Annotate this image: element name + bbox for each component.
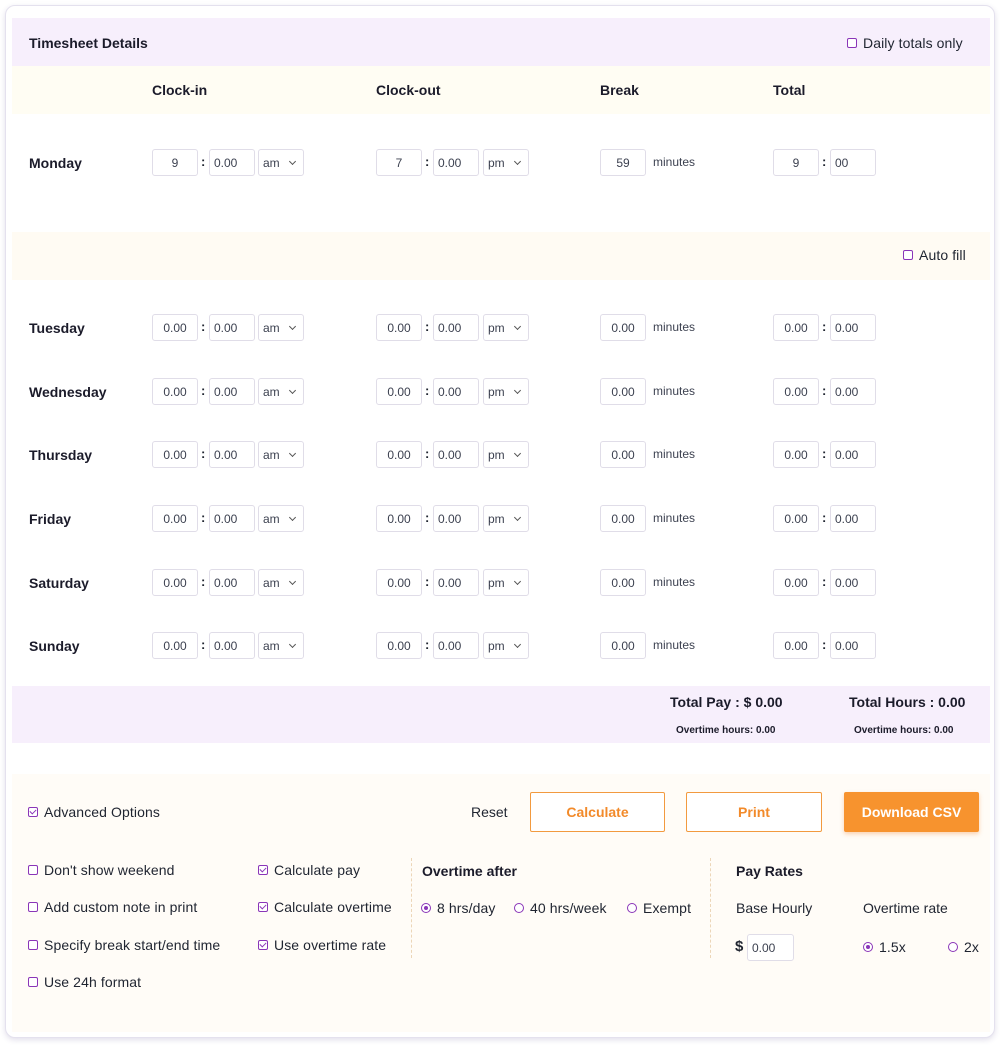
- page-title: Timesheet Details: [29, 35, 148, 51]
- ampm-value: am: [263, 511, 280, 526]
- auto-fill-checkbox[interactable]: [903, 250, 913, 260]
- option-label: Specify break start/end time: [44, 937, 221, 953]
- clock-in-minute-input[interactable]: 0.00: [209, 314, 255, 341]
- overtime-rate-label: Overtime rate: [863, 900, 948, 916]
- time-separator: :: [822, 510, 827, 525]
- overtime-after-option[interactable]: [627, 900, 691, 916]
- ampm-value: pm: [488, 638, 505, 653]
- clock-in-hour-input[interactable]: 0.00: [152, 632, 198, 659]
- chevron-down-icon: [514, 450, 521, 457]
- time-separator: :: [201, 637, 206, 652]
- currency-symbol: $: [735, 938, 744, 955]
- total-minute-field: 0.00: [830, 314, 876, 341]
- radio-button[interactable]: [627, 903, 637, 913]
- clock-out-hour-input[interactable]: 0.00: [376, 569, 422, 596]
- overtime-hours-total-side: Overtime hours: 0.00: [854, 725, 954, 736]
- time-separator: :: [425, 319, 430, 334]
- clock-out-hour-input[interactable]: 0.00: [376, 632, 422, 659]
- totals-band: [12, 686, 990, 743]
- option-checkbox[interactable]: [28, 865, 38, 875]
- overtime-hours-pay-side: Overtime hours: 0.00: [676, 725, 776, 736]
- break-minutes-input[interactable]: 0.00: [600, 378, 646, 405]
- chevron-down-icon: [289, 641, 296, 648]
- time-separator: :: [201, 319, 206, 334]
- clock-out-hour-input[interactable]: 0.00: [376, 378, 422, 405]
- chevron-down-icon: [514, 641, 521, 648]
- day-label: Sunday: [29, 638, 80, 654]
- total-hour-field: 0.00: [773, 314, 819, 341]
- option-label: Use 24h format: [44, 974, 142, 990]
- option-checkbox[interactable]: [28, 902, 38, 912]
- clock-in-minute-input[interactable]: 0.00: [209, 149, 255, 176]
- break-minutes-input[interactable]: 0.00: [600, 505, 646, 532]
- ampm-value: am: [263, 155, 280, 170]
- day-label: Monday: [29, 155, 82, 171]
- time-separator: :: [201, 154, 206, 169]
- clock-in-ampm-select[interactable]: [258, 314, 304, 341]
- chevron-down-icon: [514, 514, 521, 521]
- day-label: Wednesday: [29, 384, 107, 400]
- total-minute-field: 0.00: [830, 505, 876, 532]
- base-hourly-input[interactable]: 0.00: [747, 934, 794, 961]
- total-minute-field: 0.00: [830, 632, 876, 659]
- chevron-down-icon: [514, 387, 521, 394]
- break-unit-label: minutes: [653, 447, 696, 461]
- overtime-after-title: Overtime after: [422, 863, 517, 879]
- timesheet-card: [5, 5, 995, 1038]
- clock-out-minute-input[interactable]: 0.00: [433, 149, 479, 176]
- radio-label: Exempt: [643, 900, 692, 916]
- time-separator: :: [822, 383, 827, 398]
- break-minutes-input[interactable]: 0.00: [600, 441, 646, 468]
- auto-fill-toggle[interactable]: [903, 247, 966, 263]
- download-csv-button[interactable]: Download CSV: [844, 792, 979, 832]
- clock-out-ampm-select[interactable]: [483, 378, 529, 405]
- daily-totals-toggle[interactable]: [847, 35, 963, 51]
- ampm-value: pm: [488, 447, 505, 462]
- clock-in-minute-input[interactable]: 0.00: [209, 378, 255, 405]
- radio-label: 8 hrs/day: [437, 900, 496, 916]
- total-hour-field: 9: [773, 149, 819, 176]
- day-label: Friday: [29, 511, 72, 527]
- clock-out-minute-input[interactable]: 0.00: [433, 378, 479, 405]
- total-minute-field: 0.00: [830, 569, 876, 596]
- advanced-options-checkbox[interactable]: [28, 807, 38, 817]
- advanced-options-toggle[interactable]: [28, 804, 160, 820]
- time-separator: :: [201, 446, 206, 461]
- option-label: Use overtime rate: [274, 937, 387, 953]
- option-checkbox[interactable]: [258, 865, 268, 875]
- clock-out-minute-input[interactable]: 0.00: [433, 569, 479, 596]
- time-separator: :: [201, 383, 206, 398]
- radio-label: 1.5x: [879, 939, 906, 955]
- calculate-button[interactable]: Calculate: [530, 792, 665, 832]
- total-hour-field: 0.00: [773, 378, 819, 405]
- divider-overtime: [411, 858, 412, 958]
- clock-in-minute-input[interactable]: 0.00: [209, 505, 255, 532]
- time-separator: :: [425, 446, 430, 461]
- clock-out-hour-input[interactable]: 7: [376, 149, 422, 176]
- ampm-value: am: [263, 575, 280, 590]
- clock-out-ampm-select[interactable]: [483, 441, 529, 468]
- clock-out-minute-input[interactable]: 0.00: [433, 505, 479, 532]
- ampm-value: pm: [488, 384, 505, 399]
- time-separator: :: [425, 510, 430, 525]
- total-hour-field: 0.00: [773, 441, 819, 468]
- chevron-down-icon: [514, 158, 521, 165]
- radio-button[interactable]: [948, 942, 958, 952]
- clock-out-ampm-select[interactable]: [483, 505, 529, 532]
- option-left-item[interactable]: [28, 899, 197, 915]
- option-left-item[interactable]: [28, 974, 141, 990]
- time-separator: :: [425, 574, 430, 589]
- break-unit-label: minutes: [653, 155, 696, 169]
- radio-button[interactable]: [863, 942, 873, 952]
- chevron-down-icon: [514, 578, 521, 585]
- option-checkbox[interactable]: [258, 902, 268, 912]
- total-hour-field: 0.00: [773, 505, 819, 532]
- clock-in-ampm-select[interactable]: [258, 149, 304, 176]
- total-hour-field: 0.00: [773, 632, 819, 659]
- chevron-down-icon: [289, 158, 296, 165]
- time-separator: :: [425, 154, 430, 169]
- break-unit-label: minutes: [653, 638, 696, 652]
- option-middle-item[interactable]: [258, 899, 392, 915]
- ampm-value: am: [263, 447, 280, 462]
- total-minute-field: 00: [830, 149, 876, 176]
- option-label: Calculate pay: [274, 862, 361, 878]
- day-label: Thursday: [29, 447, 93, 463]
- clock-out-minute-input[interactable]: 0.00: [433, 632, 479, 659]
- option-checkbox[interactable]: [28, 977, 38, 987]
- clock-in-hour-input[interactable]: 0.00: [152, 505, 198, 532]
- overtime-after-option[interactable]: [514, 900, 607, 916]
- clock-out-minute-input[interactable]: 0.00: [433, 314, 479, 341]
- column-total: Total: [773, 82, 806, 98]
- break-unit-label: minutes: [653, 320, 696, 334]
- clock-out-ampm-select[interactable]: [483, 569, 529, 596]
- reset-button[interactable]: Reset: [471, 804, 508, 820]
- clock-in-minute-input[interactable]: 0.00: [209, 632, 255, 659]
- time-separator: :: [201, 510, 206, 525]
- ampm-value: pm: [488, 320, 505, 335]
- total-hour-field: 0.00: [773, 569, 819, 596]
- time-separator: :: [425, 383, 430, 398]
- break-minutes-input[interactable]: 59: [600, 149, 646, 176]
- clock-in-hour-input[interactable]: 0.00: [152, 569, 198, 596]
- chevron-down-icon: [289, 323, 296, 330]
- advanced-options-label: Advanced Options: [44, 804, 161, 820]
- ampm-value: am: [263, 384, 280, 399]
- time-separator: :: [822, 319, 827, 334]
- overtime-after-option[interactable]: [421, 900, 496, 916]
- option-checkbox[interactable]: [28, 940, 38, 950]
- chevron-down-icon: [289, 514, 296, 521]
- chevron-down-icon: [289, 578, 296, 585]
- radio-button[interactable]: [514, 903, 524, 913]
- total-hours: Total Hours : 0.00: [849, 694, 966, 710]
- break-minutes-input[interactable]: 0.00: [600, 569, 646, 596]
- clock-in-minute-input[interactable]: 0.00: [209, 569, 255, 596]
- radio-label: 2x: [964, 939, 979, 955]
- clock-in-ampm-select[interactable]: [258, 441, 304, 468]
- clock-out-ampm-select[interactable]: [483, 632, 529, 659]
- time-separator: :: [822, 154, 827, 169]
- auto-fill-label: Auto fill: [919, 247, 966, 263]
- clock-out-ampm-select[interactable]: [483, 314, 529, 341]
- timesheet-header: [12, 18, 990, 66]
- overtime-rate-option[interactable]: [948, 939, 979, 955]
- auto-fill-band: [12, 232, 990, 280]
- day-label: Tuesday: [29, 320, 85, 336]
- clock-out-hour-input[interactable]: 0.00: [376, 441, 422, 468]
- option-left-item[interactable]: [28, 862, 175, 878]
- radio-label: 40 hrs/week: [530, 900, 607, 916]
- ampm-value: am: [263, 638, 280, 653]
- clock-in-hour-input[interactable]: 0.00: [152, 441, 198, 468]
- pay-rates-title: Pay Rates: [736, 863, 803, 879]
- ampm-value: pm: [488, 511, 505, 526]
- break-unit-label: minutes: [653, 575, 696, 589]
- time-separator: :: [822, 574, 827, 589]
- chevron-down-icon: [289, 387, 296, 394]
- daily-totals-label: Daily totals only: [863, 35, 963, 51]
- clock-out-hour-input[interactable]: 0.00: [376, 314, 422, 341]
- divider-pay-rates: [710, 858, 711, 958]
- clock-out-minute-input[interactable]: 0.00: [433, 441, 479, 468]
- column-clock-out: Clock-out: [376, 82, 441, 98]
- time-separator: :: [822, 446, 827, 461]
- chevron-down-icon: [514, 323, 521, 330]
- option-middle-item[interactable]: [258, 937, 386, 953]
- clock-out-ampm-select[interactable]: [483, 149, 529, 176]
- chevron-down-icon: [289, 450, 296, 457]
- time-separator: :: [201, 574, 206, 589]
- ampm-value: pm: [488, 575, 505, 590]
- clock-in-ampm-select[interactable]: [258, 505, 304, 532]
- time-separator: :: [425, 637, 430, 652]
- ampm-value: am: [263, 320, 280, 335]
- break-minutes-input[interactable]: 0.00: [600, 632, 646, 659]
- print-button[interactable]: Print: [686, 792, 822, 832]
- option-label: Calculate overtime: [274, 899, 392, 915]
- clock-in-ampm-select[interactable]: [258, 378, 304, 405]
- total-minute-field: 0.00: [830, 378, 876, 405]
- clock-in-hour-input[interactable]: 9: [152, 149, 198, 176]
- base-hourly-label: Base Hourly: [736, 900, 813, 916]
- column-clock-in: Clock-in: [152, 82, 208, 98]
- total-minute-field: 0.00: [830, 441, 876, 468]
- clock-in-hour-input[interactable]: 0.00: [152, 314, 198, 341]
- clock-in-ampm-select[interactable]: [258, 569, 304, 596]
- option-label: Don't show weekend: [44, 862, 175, 878]
- clock-in-ampm-select[interactable]: [258, 632, 304, 659]
- clock-in-minute-input[interactable]: 0.00: [209, 441, 255, 468]
- break-unit-label: minutes: [653, 384, 696, 398]
- option-left-item[interactable]: [28, 937, 220, 953]
- break-unit-label: minutes: [653, 511, 696, 525]
- clock-out-hour-input[interactable]: 0.00: [376, 505, 422, 532]
- column-break: Break: [600, 82, 639, 98]
- day-label: Saturday: [29, 575, 89, 591]
- option-label: Add custom note in print: [44, 899, 198, 915]
- time-separator: :: [822, 637, 827, 652]
- break-minutes-input[interactable]: 0.00: [600, 314, 646, 341]
- total-pay: Total Pay : $ 0.00: [670, 694, 783, 710]
- overtime-rate-option[interactable]: [863, 939, 906, 955]
- clock-in-hour-input[interactable]: 0.00: [152, 378, 198, 405]
- daily-totals-checkbox[interactable]: [847, 38, 857, 48]
- option-checkbox[interactable]: [258, 940, 268, 950]
- option-middle-item[interactable]: [258, 862, 360, 878]
- ampm-value: pm: [488, 155, 505, 170]
- radio-button[interactable]: [421, 903, 431, 913]
